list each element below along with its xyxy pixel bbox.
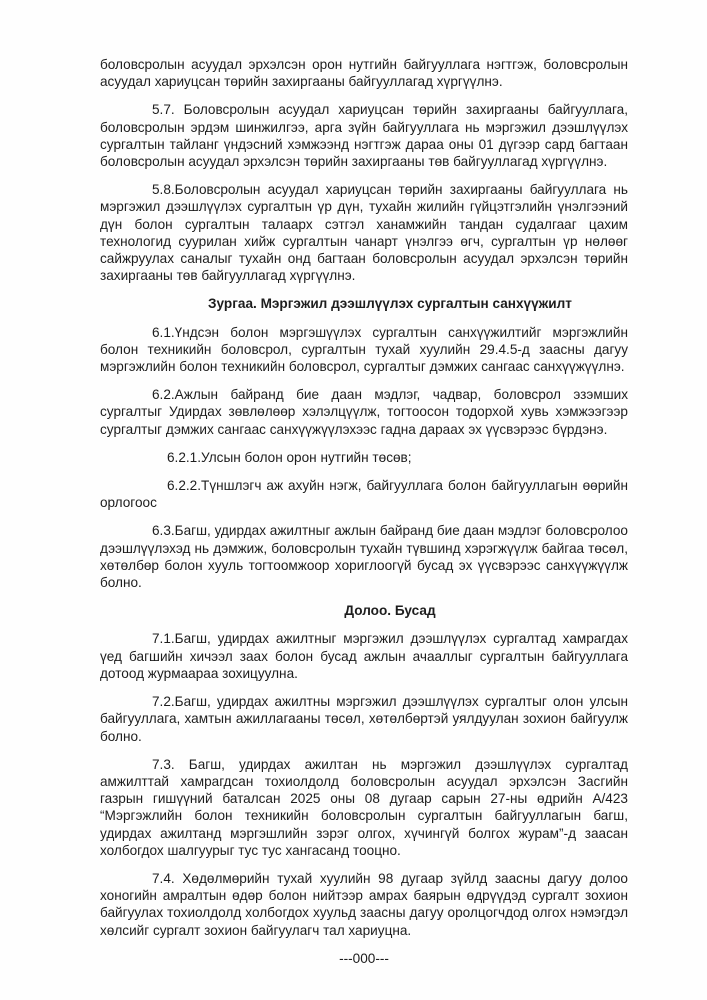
heading-section-seven: Долоо. Бусад [344,603,436,619]
end-mark: ---000--- [339,950,389,966]
paragraph-6-2: 6.2.Ажлын байранд бие даан мэдлэг, чадвар, боловсрол эзэмших сургалтыг Удирдах зөвлөлөөр хэлэлцүүлж, тогтоосон тодорхой хувь хэмжээгээр сургалтыг дэмжих сангаас санхүүжүүлэхээс гадна дараах эх үүсвэрээс бүрдэнэ. [100,387,628,437]
paragraph-6-3: 6.3.Багш, удирдах ажилтныг ажлын байранд бие даан мэдлэг боловсролоо дээшлүүлэхэд нь дэмжиж, боловсролын тухайн түвшинд хэрэгжүүлж байгаа төсөл, хөтөлбөр болон хууль тогтоомжоор хориглоогүй бусад эх үүсвэрээс санхүүжүүлж болно. [100,523,628,591]
document-text-block [100,56,628,978]
heading-section-six: Зургаа. Мэргэжил дээшлүүлэх сургалтын санхүүжилт [208,296,572,312]
paragraph-5-7: 5.7. Боловсролын асуудал хариуцсан төрийн захиргааны байгууллага, боловсролын эрдэм шинжилгээ, арга зүйн байгууллага нь мэргэжил дээшлүүлэх сургалтын тайланг үндэсний хэмжээнд нэгтгэж дараа оны 01 дүгээр сард багтаан боловсролын асуудал эрхэлсэн төрийн захиргааны төв байгууллагад хүргүүлнэ. [100,102,628,170]
subitem-6-2-2: 6.2.2.Түншлэгч аж ахуйн нэгж, байгууллага болон байгууллагын өөрийн орлогоос [100,478,628,511]
paragraph-5-6-continuation: боловсролын асуудал эрхэлсэн орон нутгийн байгууллага нэгтгэж, боловсролын асуудал хариуцсан төрийн захиргааны байгууллагад хүргүүлнэ. [100,57,628,90]
paragraph-6-1: 6.1.Үндсэн болон мэргэшүүлэх сургалтын санхүүжилтийг мэргэжлийн болон техникийн боловсрол, сургалтын тухай хуулийн 29.4.5-д заасны дагуу мэргэжлийн болон техникийн боловсрол, сургалтыг дэмжих сангаас санхүүжүүлнэ. [100,324,628,375]
paragraph-7-1: 7.1.Багш, удирдах ажилтныг мэргэжил дээшлүүлэх сургалтад хамрагдах үед багшийн хичээл заах болон бусад ажлын ачааллыг сургалтын байгууллага дотоод журмаараа зохицуулна. [100,631,628,681]
paragraph-7-3: 7.3. Багш, удирдах ажилтан нь мэргэжил дээшлүүлэх сургалтад амжилттай хамрагдсан тохиолдолд боловсролын асуудал эрхэлсэн Засгийн газрын гишүүний баталсан 2025 оны 08 дугаар сарын 27-ны өдрийн А/423 “Мэргэжлийн болон техникийн боловсролын сургалтын байгууллагын багш, удирдах ажилтанд мэргэшлийн зэрэг олгох, хүчингүй болгох журам”-д заасан холбогдох шалгуурыг тус тус хангасанд тооцно. [100,756,628,858]
paragraph-7-2: 7.2.Багш, удирдах ажилтны мэргэжил дээшлүүлэх сургалтыг олон улсын байгууллага, хамтын ажиллагааны төсөл, хөтөлбөртэй уялдуулан зохион байгуулж болно. [100,694,628,744]
paragraph-5-8: 5.8.Боловсролын асуудал хариуцсан төрийн захиргааны байгууллага нь мэргэжил дээшлүүлэх сургалтын үр дүн, тухайн жилийн гүйцэтгэлийн үнэлгээний дүн болон сургалтын талаарх сэтгэл ханамжийн тандан судалгааг цахим технологид суурилан хийж сургалтын чанарт үнэлгээ өгч, сургалтын үр нөлөөг сайжруулах саналыг тухайн онд багтаан боловсролын асуудал эрхэлсэн төрийн захиргааны төв байгууллагад хүргүүлнэ. [100,182,628,284]
paragraph-7-4: 7.4. Хөдөлмөрийн тухай хуулийн 98 дугаар зүйлд заасны дагуу долоо хоногийн амралтын өдөр болон нийтээр амрах баярын өдрүүдэд сургалт зохион байгуулах тохиолдолд холбогдох хуульд заасны дагуу оролцогчдод олгох нэмэгдэл хөлсийг сургалт зохион байгуулагч тал хариуцна. [100,870,628,938]
subitem-6-2-1: 6.2.1.Улсын болон орон нутгийн төсөв; [167,449,412,465]
